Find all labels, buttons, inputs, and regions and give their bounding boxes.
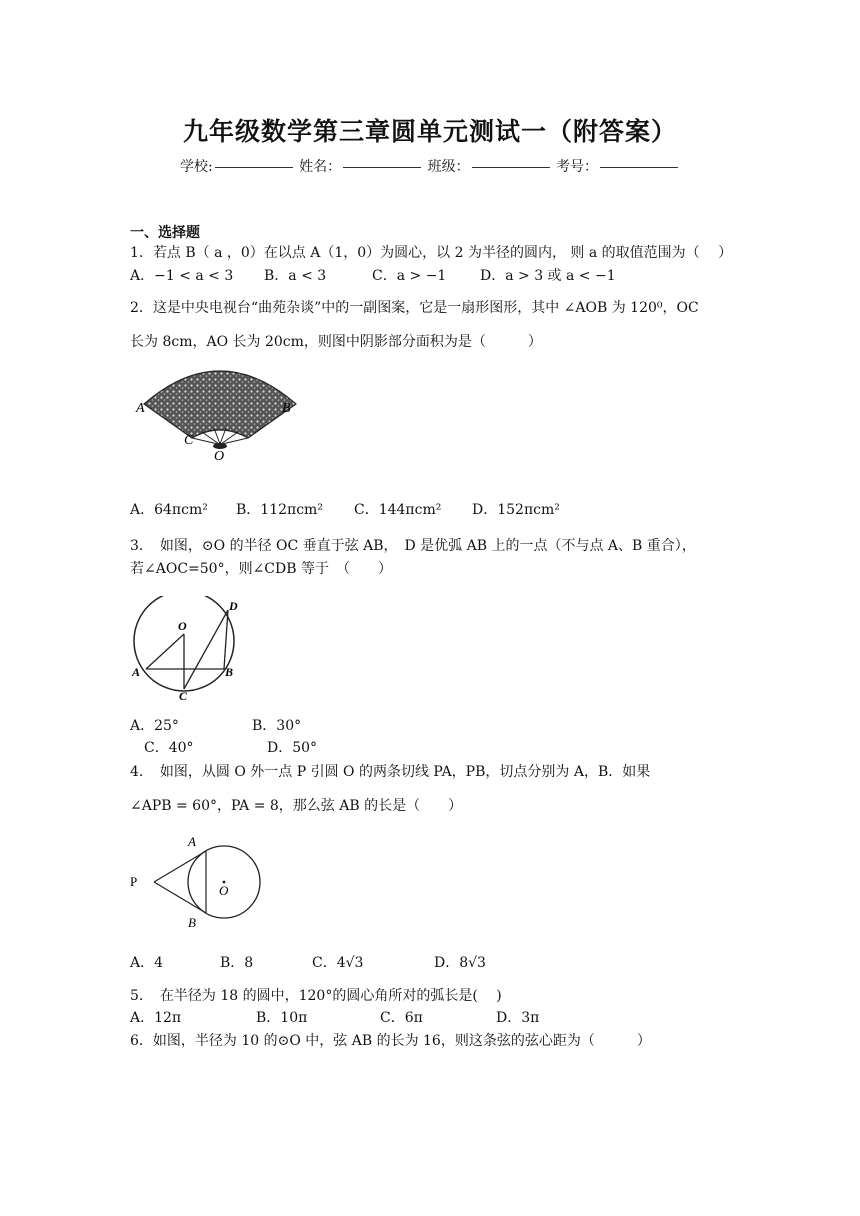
class-label: 班级： (427, 159, 470, 175)
fan-label-b: B (282, 401, 291, 416)
tangent-label-a: A (188, 834, 196, 849)
section-heading: 一、选择题 (130, 225, 200, 241)
q5-stem: 5． 在半径为 18 的圆中，120°的圆心角所对的弧长是( ) (130, 988, 502, 1004)
q4-stem-line1: 4． 如图，从圆 O 外一点 P 引圆 O 的两条切线 PA，PB，切点分别为 A，B．如果 (130, 764, 651, 780)
examno-label: 考号： (556, 159, 599, 175)
q2-stem-line2: 长为 8cm，AO 长为 20cm，则图中阴影部分面积为是（ ） (130, 334, 542, 350)
q2-option-b[interactable]: B．112πcm² (236, 502, 323, 518)
q3-option-c[interactable]: C．40° (144, 740, 194, 756)
q1-option-c[interactable]: C．a > −1 (372, 268, 447, 284)
circle-label-d: D (229, 599, 238, 613)
q5-option-b[interactable]: B．10π (256, 1010, 308, 1026)
q4-option-b[interactable]: B．8 (220, 955, 254, 971)
name-blank[interactable] (343, 167, 421, 168)
student-info-line (0, 156, 860, 176)
q1-option-d[interactable]: D．a > 3 或 a < −1 (480, 268, 616, 284)
name-label: 姓名： (299, 159, 342, 175)
page-title: 九年级数学第三章圆单元测试一（附答案） (182, 117, 677, 146)
fan-label-a: A (136, 401, 145, 416)
q3-stem-line2: 若∠AOC=50°，则∠CDB 等于 （ ） (130, 561, 392, 577)
tangent-label-b: B (188, 915, 196, 930)
q2-option-a[interactable]: A．64πcm² (130, 502, 208, 518)
q6-stem: 6．如图，半径为 10 的⊙O 中，弦 AB 的长为 16，则这条弦的弦心距为（ ） (130, 1033, 651, 1049)
circle-label-b: B (225, 665, 234, 679)
q4-stem-line2: ∠APB = 60°，PA = 8，那么弦 AB 的长是（ ） (130, 798, 463, 814)
q4-option-a[interactable]: A．4 (130, 955, 164, 971)
shaded-region (144, 371, 296, 438)
q3-option-b[interactable]: B．30° (252, 718, 302, 734)
fan-figure (130, 360, 310, 470)
q1-option-b[interactable]: B．a < 3 (264, 268, 327, 284)
q4-option-c[interactable]: C．4√3 (312, 955, 364, 971)
q2-option-d[interactable]: D．152πcm² (472, 502, 560, 518)
fan-label-c: C (184, 433, 194, 448)
q2-stem-line1: 2．这是中央电视台“曲苑杂谈”中的一副图案，它是一扇形图形，其中 ∠AOB 为 120⁰，OC (130, 300, 699, 316)
q1-stem: 1．若点 B（ a ，0）在以点 A（1，0）为圆心，以 2 为半径的圆内， 则 a 的取值范围为（ ） (130, 245, 733, 261)
class-blank[interactable] (472, 167, 550, 168)
q3-stem-line1: 3． 如图，⊙O 的半径 OC 垂直于弦 AB， D 是优弧 AB 上的一点（不与点 A、B 重合）， (130, 538, 696, 554)
q1-option-a[interactable]: A．−1 < a < 3 (130, 268, 234, 284)
q5-option-d[interactable]: D．3π (496, 1010, 540, 1026)
q4-option-d[interactable]: D．8√3 (434, 955, 486, 971)
q5-option-c[interactable]: C．6π (380, 1010, 423, 1026)
q3-option-a[interactable]: A．25° (130, 718, 179, 734)
fan-label-o: O (214, 449, 225, 464)
circle-label-c: C (179, 689, 188, 703)
tangent-figure (126, 832, 276, 932)
circle-label-o: O (178, 619, 187, 633)
q2-option-c[interactable]: C．144πcm² (354, 502, 442, 518)
q3-option-d[interactable]: D．50° (267, 740, 318, 756)
q5-option-a[interactable]: A．12π (130, 1010, 182, 1026)
school-label: 学校: (179, 159, 213, 175)
circle-chord-figure (128, 596, 248, 706)
tangent-label-p: P (130, 874, 138, 889)
school-blank[interactable] (215, 167, 293, 168)
tangent-label-o: O (219, 883, 229, 898)
examno-blank[interactable] (600, 167, 678, 168)
circle-label-a: A (132, 665, 141, 679)
